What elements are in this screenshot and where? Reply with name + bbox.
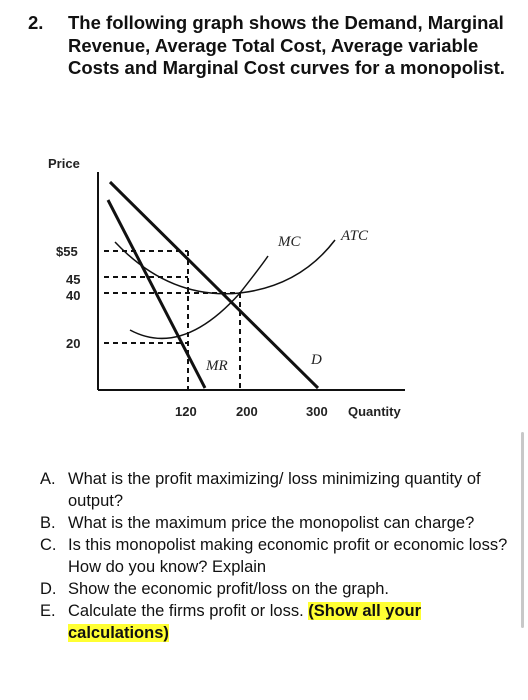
x-tick-label: 120 <box>175 404 197 419</box>
x-tick-label: 300 <box>306 404 328 419</box>
x-axis-label: Quantity <box>348 404 401 419</box>
mr-label: MR <box>206 358 228 374</box>
highlighted-instruction: (Show all your calculations) <box>68 602 422 642</box>
x-tick-label: 200 <box>236 404 258 419</box>
y-tick-label: 45 <box>66 272 81 287</box>
subquestion-e <box>40 600 510 644</box>
subquestion-letter: A. <box>40 470 56 488</box>
subquestion-text: Is this monopolist making economic profit or economic loss? How do you know? Explain <box>68 536 508 576</box>
question-text: The following graph shows the Demand, Marginal Revenue, Average Total Cost, Average variable Costs and Marginal Cost curves for a monopolist. <box>68 12 505 78</box>
subquestion-text: Show the economic profit/loss on the graph. <box>68 580 390 598</box>
question-number: 2. <box>28 12 44 33</box>
subquestion-letter: B. <box>40 514 56 532</box>
subquestion-text: What is the profit maximizing/ loss minimizing quantity of output? <box>68 470 481 510</box>
subquestion-text: What is the maximum price the monopolist can charge? <box>68 514 475 532</box>
question-2 <box>28 12 508 80</box>
subquestion-e-text: Calculate the firms profit or loss. <box>68 602 304 620</box>
atc-curve <box>115 240 335 294</box>
y-tick-label: 20 <box>66 336 81 351</box>
subquestion-c <box>40 534 510 578</box>
subquestion-letter: C. <box>40 536 57 554</box>
mc-label: MC <box>278 234 301 250</box>
y-tick-label: $55 <box>56 244 78 259</box>
y-axis-label: Price <box>48 156 80 171</box>
subquestion-letter: D. <box>40 580 57 598</box>
subquestion-d <box>40 578 510 600</box>
subquestion-text <box>68 600 510 644</box>
subquestion-list <box>40 468 510 644</box>
d-label: D <box>311 352 322 368</box>
scrollbar[interactable] <box>521 432 524 628</box>
monopoly-cost-chart <box>0 140 528 430</box>
subquestion-a <box>40 468 510 512</box>
subquestion-letter: E. <box>40 602 56 620</box>
y-tick-label: 40 <box>66 288 81 303</box>
atc-label: ATC <box>341 228 368 244</box>
subquestion-b <box>40 512 510 534</box>
